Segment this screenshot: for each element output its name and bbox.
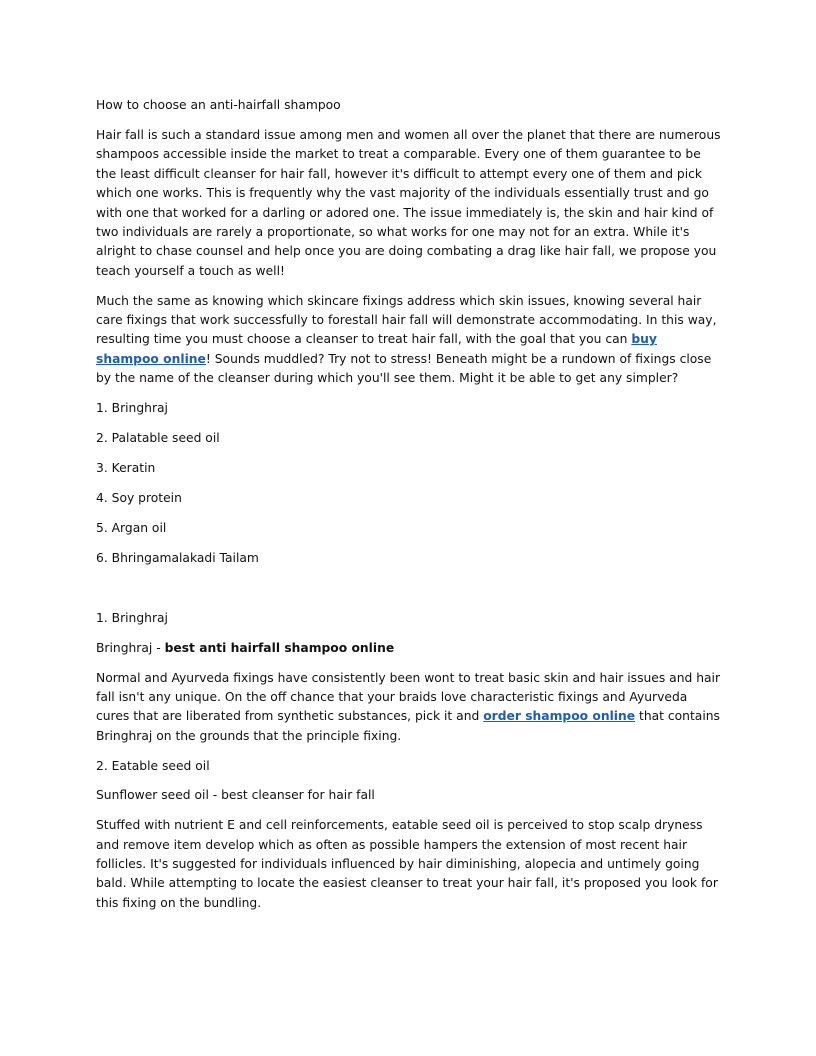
second-paragraph: [96, 292, 724, 389]
section2-subheading: Sunflower seed oil - best cleanser for hair fall: [96, 788, 375, 803]
list-item: 6. Bhringamalakadi Tailam: [96, 550, 259, 565]
second-paragraph-text-after: ! Sounds muddled? Try not to stress! Beneath might be a rundown of fixings close by the name of the cleanser during which you'll see them. Might it be able to get any simpler?: [96, 351, 712, 386]
ingredients-list: [96, 399, 724, 568]
section1-subheading-bold: best anti hairfall shampoo online: [164, 640, 395, 655]
list-item: 1. Bringhraj: [96, 400, 168, 415]
section-spacer: [96, 579, 724, 609]
section1-paragraph-text-before: Normal and Ayurveda fixings have consistently been wont to treat basic skin and hair issues and hair fall isn't any unique. On the off chance that your braids love characteristic fixings and Ayurveda cures that are liberated from synthetic substances, pick it and: [96, 670, 721, 724]
section1-paragraph-text-after: that contains Bringhraj on the grounds that the principle fixing.: [96, 709, 720, 743]
buy-shampoo-online-link[interactable]: buy shampoo online: [96, 332, 657, 366]
intro-paragraph: Hair fall is such a standard issue among men and women all over the planet that there are numerous shampoos accessible inside the market to treat a comparable. Every one of them guarantee to be the least difficult cleanser for hair fall, however it's difficult to attempt every one of them and pick which one works. This is frequently why the vast majority of the individuals essentially trust and go with one that worked for a darling or adored one. The issue immediately is, the skin and hair kind of two individuals are rarely a proportionate, so what works for one may not for an extra. While it's alright to chase counsel and help once you are doing combating a drag like hair fall, we propose you teach yourself a touch as well!: [96, 127, 721, 278]
document-page: [96, 96, 724, 924]
section1-paragraph: [96, 669, 724, 747]
list-item: 5. Argan oil: [96, 520, 167, 535]
section1-heading: 1. Bringhraj: [96, 610, 168, 625]
list-item: 2. Palatable seed oil: [96, 430, 220, 445]
document-title: How to choose an anti-hairfall shampoo: [96, 98, 341, 112]
section1-subheading: [96, 639, 724, 658]
list-item: 4. Soy protein: [96, 490, 182, 505]
order-shampoo-online-link[interactable]: order shampoo online: [483, 709, 636, 724]
section2-heading: 2. Eatable seed oil: [96, 758, 210, 773]
section1-subheading-prefix: Bringhraj -: [96, 640, 165, 655]
second-paragraph-text-before: Much the same as knowing which skincare fixings address which skin issues, knowing several hair care fixings that work successfully to forestall hair fall will demonstrate accommodating. In this way, resulting time you must choose a cleanser to treat hair fall, with the goal that you can: [96, 293, 717, 347]
section2-paragraph: Stuffed with nutrient E and cell reinforcements, eatable seed oil is perceived to stop scalp dryness and remove item develop which as often as possible hampers the extension of most recent hair follicles. It's suggested for individuals influenced by hair diminishing, alopecia and untimely going bald. While attempting to locate the easiest cleanser to treat your hair fall, it's proposed you look for this fixing on the bundling.: [96, 818, 718, 910]
list-item: 3. Keratin: [96, 460, 156, 475]
